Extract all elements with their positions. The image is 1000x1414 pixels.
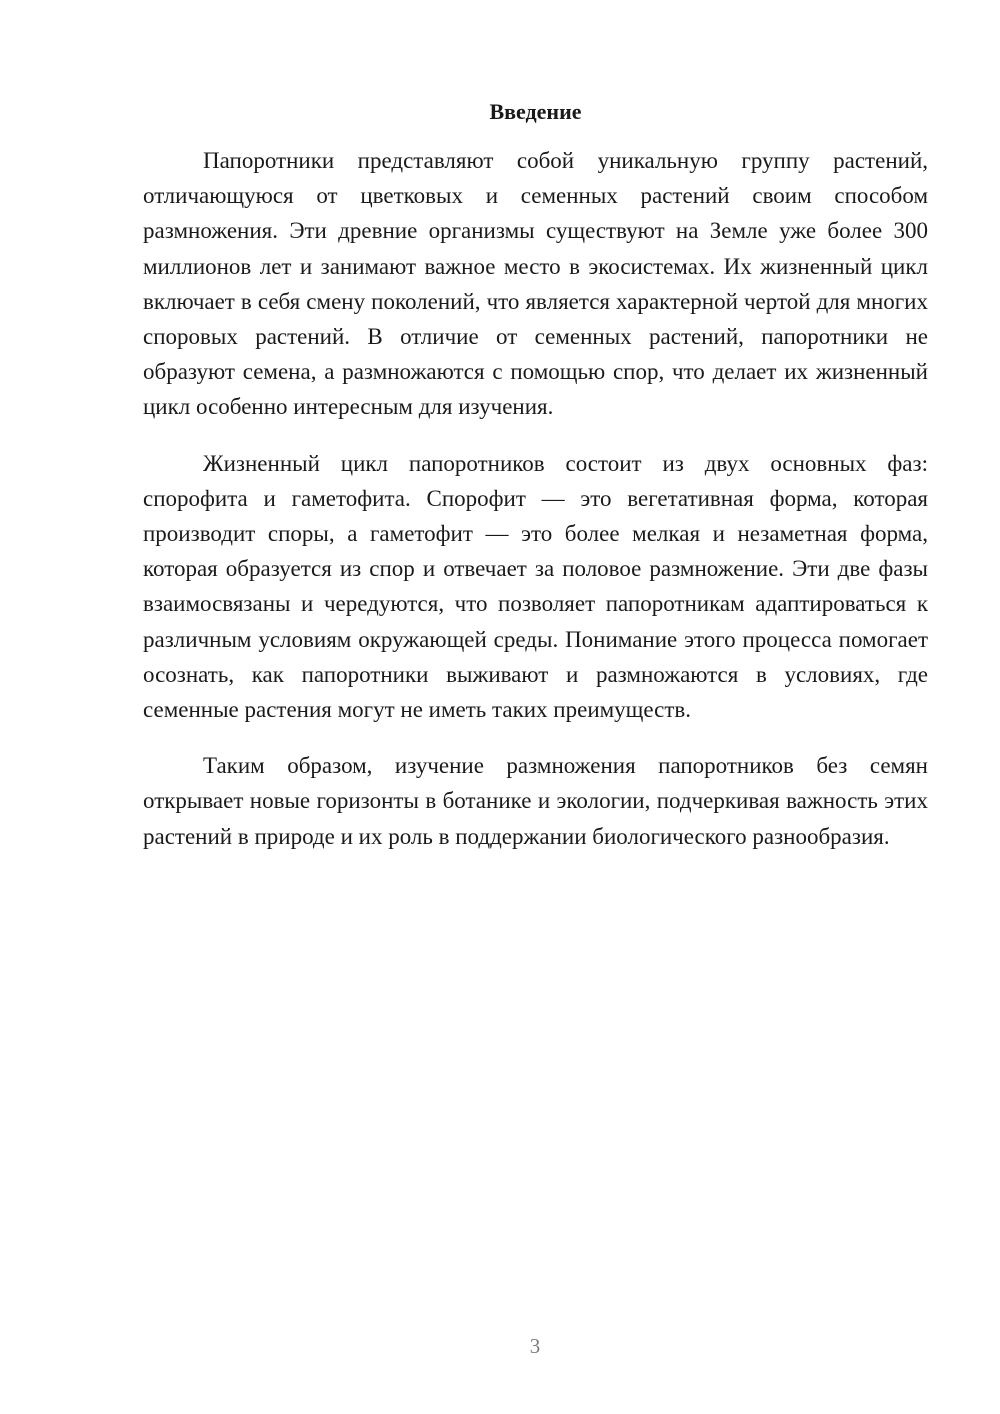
body-text bbox=[143, 143, 928, 875]
paragraph-1: Папоротники представляют собой уникальную группу растений, отличающуюся от цветковых и семенных растений своим способом размножения. Эти древние организмы существуют на Земле уже более 300 миллионов лет и занимают важное место в экосистемах. Их жизненный цикл включает в себя смену поколений, что является характерной чертой для многих споровых растений. В отличие от семенных растений, папоротники не образуют семена, а размножаются с помощью спор, что делает их жизненный цикл особенно интересным для изучения. bbox=[143, 148, 928, 420]
page-number: 3 bbox=[529, 1334, 541, 1358]
paragraph-2: Жизненный цикл папоротников состоит из двух основных фаз: спорофита и гаметофита. Спорофит — это вегетативная форма, которая производит споры, а гаметофит — это более мелкая и незаметная форма, которая образуется из спор и отвечает за половое размножение. Эти две фазы взаимосвязаны и чередуются, что позволяет папоротникам адаптироваться к различным условиям окружающей среды. Понимание этого процесса помогает осознать, как папоротники выживают и размножаются в условиях, где семенные растения могут не иметь таких преимуществ. bbox=[143, 450, 928, 723]
paragraph-3: Таким образом, изучение размножения папоротников без семян открывает новые горизонты в ботанике и экологии, подчеркивая важность этих растений в природе и их роль в поддержании биологического разнообразия. bbox=[143, 753, 928, 849]
section-heading: Введение bbox=[489, 99, 582, 124]
